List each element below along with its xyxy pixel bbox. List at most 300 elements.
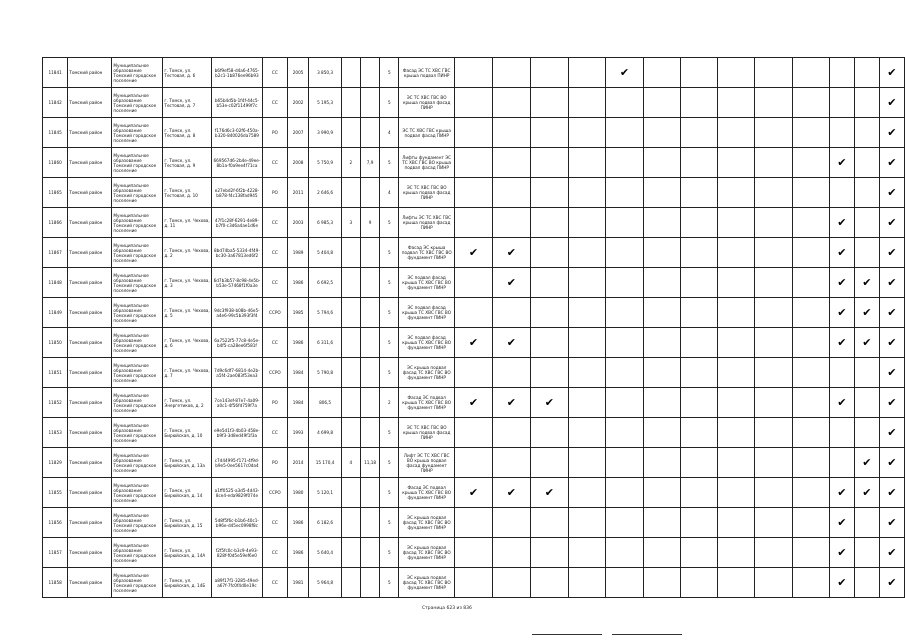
row-check-cell	[755, 388, 792, 418]
row-check-cell	[492, 178, 530, 208]
row-id: 11856	[43, 508, 68, 538]
row-fias-code: 6d7b3b57-8c98-4e5b-b53e-57468f1f0a3e	[212, 268, 263, 298]
row-lifts-detail: 11,18	[360, 448, 380, 478]
checkmark-icon: ✔	[506, 336, 517, 349]
row-lifts-count	[341, 268, 360, 298]
row-lifts-count	[341, 88, 360, 118]
row-district: Томский район	[68, 208, 112, 238]
checkmark-icon: ✔	[887, 336, 897, 349]
row-check-cell	[530, 148, 568, 178]
row-check-cell	[492, 568, 530, 598]
row-floors: 5	[380, 298, 399, 328]
row-municipality: Муниципальное образование Томский городское поселение	[112, 238, 163, 268]
row-check-cell	[643, 478, 680, 508]
row-id: 11829	[43, 448, 68, 478]
row-check-cell	[879, 448, 904, 478]
row-wall-type: СС	[262, 508, 287, 538]
row-address: г. Томск, ул. Тестовая, д. 9	[163, 148, 212, 178]
row-fias-code: b65b4d5b-1f4f-44c5-b53e-c02f11499f7c	[212, 88, 263, 118]
row-check-cell	[681, 328, 718, 358]
row-address: г. Томск, ул. Бирюйская, д. 10	[163, 418, 212, 448]
checkmark-icon: ✔	[837, 576, 847, 589]
row-floors: 2	[380, 388, 399, 418]
row-check-cell	[718, 238, 755, 268]
row-check-cell	[681, 448, 718, 478]
row-address: г. Томск, ул. Чехова, д. 5	[163, 298, 212, 328]
row-check-cell	[605, 178, 643, 208]
row-lifts-detail	[360, 58, 380, 88]
row-fias-code: 47f1c28f-6291-4e89-b7f0-c3d6a4ae1d6e	[212, 208, 263, 238]
scan-artifact-line	[612, 634, 682, 635]
row-check-cell	[755, 298, 792, 328]
checkmark-icon: ✔	[887, 576, 897, 589]
row-check-cell	[854, 118, 879, 148]
row-check-cell	[643, 58, 680, 88]
row-id: 11865	[43, 178, 68, 208]
row-year: 1981	[287, 568, 308, 598]
row-municipality: Муниципальное образование Томский городское поселение	[112, 508, 163, 538]
row-check-cell	[568, 478, 605, 508]
row-check-cell	[829, 418, 854, 448]
row-check-cell	[792, 58, 829, 88]
row-address: г. Томск, ул. Тестовая, д. 10	[163, 178, 212, 208]
row-fias-code: 7ce143ef-87e7-4a09-a0c1-4f56fd759f7a	[212, 388, 263, 418]
row-district: Томский район	[68, 178, 112, 208]
row-check-cell	[492, 328, 530, 358]
row-address: г. Томск, ул. Чехова, д. 3	[163, 268, 212, 298]
table-row	[43, 88, 905, 118]
row-check-cell	[455, 478, 493, 508]
row-area: 3 990,9	[309, 118, 342, 148]
row-lifts-count	[341, 118, 360, 148]
row-area: 6 692,5	[309, 268, 342, 298]
row-check-cell	[854, 568, 879, 598]
row-year: 1985	[287, 298, 308, 328]
row-check-cell	[455, 328, 493, 358]
checkmark-icon: ✔	[887, 306, 897, 319]
row-check-cell	[879, 508, 904, 538]
row-check-cell	[492, 478, 530, 508]
row-check-cell	[792, 178, 829, 208]
checkmark-icon: ✔	[506, 486, 517, 499]
row-check-cell	[829, 388, 854, 418]
table-row	[43, 238, 905, 268]
row-check-cell	[718, 328, 755, 358]
row-check-cell	[492, 538, 530, 568]
row-check-cell	[755, 328, 792, 358]
row-year: 1986	[287, 268, 308, 298]
row-check-cell	[792, 478, 829, 508]
row-wall-type: СС	[262, 568, 287, 598]
row-municipality: Муниципальное образование Томский городское поселение	[112, 358, 163, 388]
row-check-cell	[829, 268, 854, 298]
row-lifts-detail	[360, 508, 380, 538]
row-check-cell	[879, 328, 904, 358]
row-address: г. Томск, ул. Бирюйская, д. 14А	[163, 538, 212, 568]
row-work-types: ЭС крыша подвал фасад ТС ХВС ГВС ВО фундамент ПИНР	[399, 538, 455, 568]
row-check-cell	[829, 178, 854, 208]
row-check-cell	[792, 538, 829, 568]
table-row	[43, 358, 905, 388]
row-lifts-count	[341, 358, 360, 388]
checkmark-icon: ✔	[506, 246, 517, 259]
row-check-cell	[643, 508, 680, 538]
row-check-cell	[530, 418, 568, 448]
row-municipality: Муниципальное образование Томский городское поселение	[112, 568, 163, 598]
row-id: 11855	[43, 478, 68, 508]
row-floors: 5	[380, 58, 399, 88]
row-check-cell	[605, 448, 643, 478]
row-check-cell	[530, 298, 568, 328]
row-check-cell	[681, 118, 718, 148]
row-address: г. Томск, ул. Чехова, д. 7	[163, 358, 212, 388]
row-work-types: ЭС ТС ХВС ГВС крыша подвал фасад ПИНР	[399, 118, 455, 148]
row-fias-code: 9dc3f938-b08b-46e5-a4e6-99c5b393f3f4	[212, 298, 263, 328]
row-id: 11850	[43, 328, 68, 358]
checkmark-icon: ✔	[887, 396, 897, 409]
row-check-cell	[530, 358, 568, 388]
checkmark-icon: ✔	[837, 156, 847, 169]
row-check-cell	[605, 508, 643, 538]
row-check-cell	[718, 58, 755, 88]
row-check-cell	[568, 538, 605, 568]
row-check-cell	[854, 538, 879, 568]
row-lifts-detail: 9	[360, 208, 380, 238]
checkmark-icon: ✔	[544, 396, 554, 409]
row-check-cell	[792, 358, 829, 388]
row-year: 2008	[287, 148, 308, 178]
row-check-cell	[455, 538, 493, 568]
row-work-types: ЭС ТС ХВС ГВС ВО крыша подвал фасад ПИНР	[399, 178, 455, 208]
row-wall-type: РО	[262, 448, 287, 478]
row-municipality: Муниципальное образование Томский городское поселение	[112, 58, 163, 88]
row-check-cell	[879, 178, 904, 208]
row-id: 11866	[43, 208, 68, 238]
row-wall-type: РО	[262, 388, 287, 418]
row-district: Томский район	[68, 358, 112, 388]
row-check-cell	[879, 118, 904, 148]
checkmark-icon: ✔	[887, 276, 897, 289]
checkmark-icon: ✔	[619, 66, 630, 79]
checkmark-icon: ✔	[468, 246, 479, 259]
row-check-cell	[643, 388, 680, 418]
row-check-cell	[792, 268, 829, 298]
row-check-cell	[605, 148, 643, 178]
row-floors: 5	[380, 148, 399, 178]
row-year: 1980	[287, 478, 308, 508]
row-floors: 5	[380, 328, 399, 358]
row-check-cell	[492, 88, 530, 118]
row-check-cell	[879, 358, 904, 388]
row-check-cell	[643, 238, 680, 268]
row-check-cell	[755, 208, 792, 238]
row-address: г. Томск, ул. Энергетиков, д. 2	[163, 388, 212, 418]
row-municipality: Муниципальное образование Томский городское поселение	[112, 118, 163, 148]
row-check-cell	[792, 568, 829, 598]
row-fias-code: 5d8f5f6c-b1b6-40c1-b96e-d45ec0998f8c	[212, 508, 263, 538]
row-check-cell	[879, 88, 904, 118]
table-row	[43, 538, 905, 568]
row-check-cell	[568, 118, 605, 148]
checkmark-icon: ✔	[887, 426, 897, 439]
row-check-cell	[829, 238, 854, 268]
row-municipality: Муниципальное образование Томский городское поселение	[112, 148, 163, 178]
row-check-cell	[455, 148, 493, 178]
row-check-cell	[530, 178, 568, 208]
row-check-cell	[854, 418, 879, 448]
row-check-cell	[605, 328, 643, 358]
row-check-cell	[681, 538, 718, 568]
row-check-cell	[643, 178, 680, 208]
table-row	[43, 448, 905, 478]
row-lifts-count	[341, 478, 360, 508]
row-area: 2 646,6	[309, 178, 342, 208]
row-address: г. Томск, ул. Тестовая, д. 8	[163, 118, 212, 148]
row-check-cell	[568, 88, 605, 118]
row-check-cell	[718, 88, 755, 118]
row-check-cell	[530, 448, 568, 478]
row-lifts-detail	[360, 358, 380, 388]
row-wall-type: СС	[262, 418, 287, 448]
row-id: 11841	[43, 58, 68, 88]
row-address: г. Томск, ул. Чехова, д. 2	[163, 238, 212, 268]
row-year: 1989	[287, 238, 308, 268]
checkmark-icon: ✔	[862, 456, 872, 469]
table-row	[43, 328, 905, 358]
row-check-cell	[829, 448, 854, 478]
row-work-types: ЭС ТС ХВС ГВС ВО крыша подвал фасад ПИНР	[399, 418, 455, 448]
row-check-cell	[605, 208, 643, 238]
row-area: 6 182,6	[309, 508, 342, 538]
row-check-cell	[643, 538, 680, 568]
row-check-cell	[455, 358, 493, 388]
row-check-cell	[455, 58, 493, 88]
row-year: 2011	[287, 178, 308, 208]
row-work-types: Фасад ЭС подвал крыша ТС ХВС ГВС ВО фундамент ПИНР	[399, 388, 455, 418]
row-check-cell	[755, 268, 792, 298]
row-check-cell	[854, 238, 879, 268]
row-check-cell	[568, 568, 605, 598]
checkmark-icon: ✔	[862, 276, 872, 289]
row-check-cell	[718, 118, 755, 148]
row-municipality: Муниципальное образование Томский городское поселение	[112, 448, 163, 478]
checkmark-icon: ✔	[468, 396, 479, 409]
row-year: 1984	[287, 358, 308, 388]
row-check-cell	[568, 208, 605, 238]
row-check-cell	[605, 358, 643, 388]
row-fias-code: 669567d6-2b4e-49ee-8b1a-f0a9ee4f71ca	[212, 148, 263, 178]
row-wall-type: СС	[262, 208, 287, 238]
row-wall-type: РО	[262, 178, 287, 208]
row-check-cell	[530, 268, 568, 298]
row-lifts-detail: 7,9	[360, 148, 380, 178]
row-check-cell	[829, 328, 854, 358]
row-check-cell	[792, 448, 829, 478]
checkmark-icon: ✔	[837, 516, 847, 529]
row-id: 11848	[43, 268, 68, 298]
row-check-cell	[854, 448, 879, 478]
checkmark-icon: ✔	[887, 246, 897, 259]
row-check-cell	[718, 178, 755, 208]
row-lifts-detail	[360, 568, 380, 598]
row-wall-type: ССРО	[262, 298, 287, 328]
row-check-cell	[492, 238, 530, 268]
row-floors: 5	[380, 358, 399, 388]
row-wall-type: СС	[262, 88, 287, 118]
row-check-cell	[792, 208, 829, 238]
row-check-cell	[718, 508, 755, 538]
row-wall-type: СС	[262, 268, 287, 298]
row-check-cell	[718, 208, 755, 238]
row-check-cell	[643, 148, 680, 178]
checkmark-icon: ✔	[837, 306, 847, 319]
row-id: 11845	[43, 118, 68, 148]
row-check-cell	[492, 58, 530, 88]
checkmark-icon: ✔	[887, 216, 897, 229]
row-check-cell	[755, 58, 792, 88]
row-work-types: ЭС крыша подвал фасад ТС ХВС ГВС ВО фундамент ПИНР	[399, 508, 455, 538]
table-row	[43, 268, 905, 298]
row-fias-code: e9e5d1f3-4b03-458e-b9f3-3d8ed49f1f3a	[212, 418, 263, 448]
row-district: Томский район	[68, 508, 112, 538]
row-check-cell	[854, 88, 879, 118]
checkmark-icon: ✔	[468, 486, 479, 499]
row-check-cell	[854, 148, 879, 178]
row-district: Томский район	[68, 298, 112, 328]
table-row	[43, 568, 905, 598]
row-floors: 5	[380, 418, 399, 448]
row-id: 11858	[43, 568, 68, 598]
row-district: Томский район	[68, 388, 112, 418]
row-address: г. Томск, ул. Чехова, д. 6	[163, 328, 212, 358]
row-work-types: Лифты фундамент ЭС ТС ХВС ГВС ВО крыша подвал фасад ПИНР	[399, 148, 455, 178]
row-check-cell	[455, 118, 493, 148]
row-id: 11857	[43, 538, 68, 568]
row-check-cell	[755, 178, 792, 208]
row-municipality: Муниципальное образование Томский городское поселение	[112, 538, 163, 568]
row-check-cell	[455, 208, 493, 238]
row-fias-code: f2f5fc0c-b3c9-4e93-828f-f0d5e59ef6e0	[212, 538, 263, 568]
row-check-cell	[879, 208, 904, 238]
row-check-cell	[568, 418, 605, 448]
row-wall-type: РО	[262, 118, 287, 148]
row-check-cell	[530, 538, 568, 568]
row-area: 5 120,1	[309, 478, 342, 508]
row-check-cell	[829, 358, 854, 388]
row-check-cell	[829, 478, 854, 508]
row-check-cell	[568, 448, 605, 478]
row-floors: 5	[380, 208, 399, 238]
row-check-cell	[755, 448, 792, 478]
checkmark-icon: ✔	[837, 276, 847, 289]
checkmark-icon: ✔	[468, 336, 479, 349]
table-row	[43, 508, 905, 538]
row-check-cell	[605, 58, 643, 88]
row-check-cell	[492, 268, 530, 298]
row-check-cell	[455, 418, 493, 448]
row-check-cell	[854, 508, 879, 538]
row-work-types: ЭС подвал фасад крыша ТС ХВС ГВС ВО фундамент ПИНР	[399, 268, 455, 298]
row-check-cell	[455, 448, 493, 478]
row-check-cell	[755, 118, 792, 148]
checkmark-icon: ✔	[887, 486, 897, 499]
row-lifts-count: 3	[341, 208, 360, 238]
row-wall-type: СС	[262, 238, 287, 268]
row-check-cell	[455, 388, 493, 418]
row-year: 2005	[287, 58, 308, 88]
row-district: Томский район	[68, 268, 112, 298]
row-check-cell	[681, 178, 718, 208]
row-lifts-count	[341, 508, 360, 538]
row-check-cell	[829, 88, 854, 118]
row-area: 5 195,3	[309, 88, 342, 118]
table-row	[43, 58, 905, 88]
row-id: 11849	[43, 298, 68, 328]
row-area: 6 985,3	[309, 208, 342, 238]
row-year: 1986	[287, 538, 308, 568]
row-check-cell	[854, 478, 879, 508]
row-check-cell	[755, 418, 792, 448]
register-table	[42, 57, 905, 598]
row-district: Томский район	[68, 148, 112, 178]
row-check-cell	[829, 298, 854, 328]
row-id: 11852	[43, 388, 68, 418]
row-check-cell	[605, 478, 643, 508]
row-check-cell	[681, 58, 718, 88]
row-check-cell	[681, 88, 718, 118]
row-check-cell	[492, 148, 530, 178]
row-fias-code: a89f17f1-3285-49ed-a67f-7fc0f4d0e19c	[212, 568, 263, 598]
row-floors: 5	[380, 538, 399, 568]
table-row	[43, 118, 905, 148]
row-check-cell	[829, 508, 854, 538]
row-work-types: ЭС ТС ХВС ГВС ВО крыша подвал фасад ПИНР	[399, 88, 455, 118]
row-district: Томский район	[68, 478, 112, 508]
register-table-body	[43, 58, 905, 598]
checkmark-icon: ✔	[837, 486, 847, 499]
row-municipality: Муниципальное образование Томский городское поселение	[112, 298, 163, 328]
row-check-cell	[792, 118, 829, 148]
row-lifts-count	[341, 178, 360, 208]
row-area: 15 170,4	[309, 448, 342, 478]
row-address: г. Томск, ул. Бирюйская, д. 15	[163, 508, 212, 538]
row-check-cell	[854, 328, 879, 358]
row-fias-code: f176d6c3-02f6-450a-b320-840026da7589	[212, 118, 263, 148]
row-area: 6 311,6	[309, 328, 342, 358]
row-work-types: ЭС подвал фасад крыша ТС ХВС ГВС ВО фундамент ПИНР	[399, 298, 455, 328]
row-work-types: Лифты ЭС ТС ХВС ГВС крыша подвал фасад ПИНР	[399, 208, 455, 238]
row-district: Томский район	[68, 58, 112, 88]
checkmark-icon: ✔	[887, 366, 897, 379]
row-lifts-count	[341, 328, 360, 358]
row-check-cell	[718, 388, 755, 418]
table-row	[43, 208, 905, 238]
row-check-cell	[718, 538, 755, 568]
row-floors: 5	[380, 508, 399, 538]
row-check-cell	[643, 88, 680, 118]
row-check-cell	[829, 58, 854, 88]
row-lifts-detail	[360, 178, 380, 208]
checkmark-icon: ✔	[837, 546, 847, 559]
row-check-cell	[792, 418, 829, 448]
checkmark-icon: ✔	[887, 516, 897, 529]
row-floors: 5	[380, 268, 399, 298]
row-check-cell	[455, 238, 493, 268]
row-municipality: Муниципальное образование Томский городское поселение	[112, 178, 163, 208]
row-check-cell	[568, 238, 605, 268]
row-district: Томский район	[68, 568, 112, 598]
row-check-cell	[530, 208, 568, 238]
